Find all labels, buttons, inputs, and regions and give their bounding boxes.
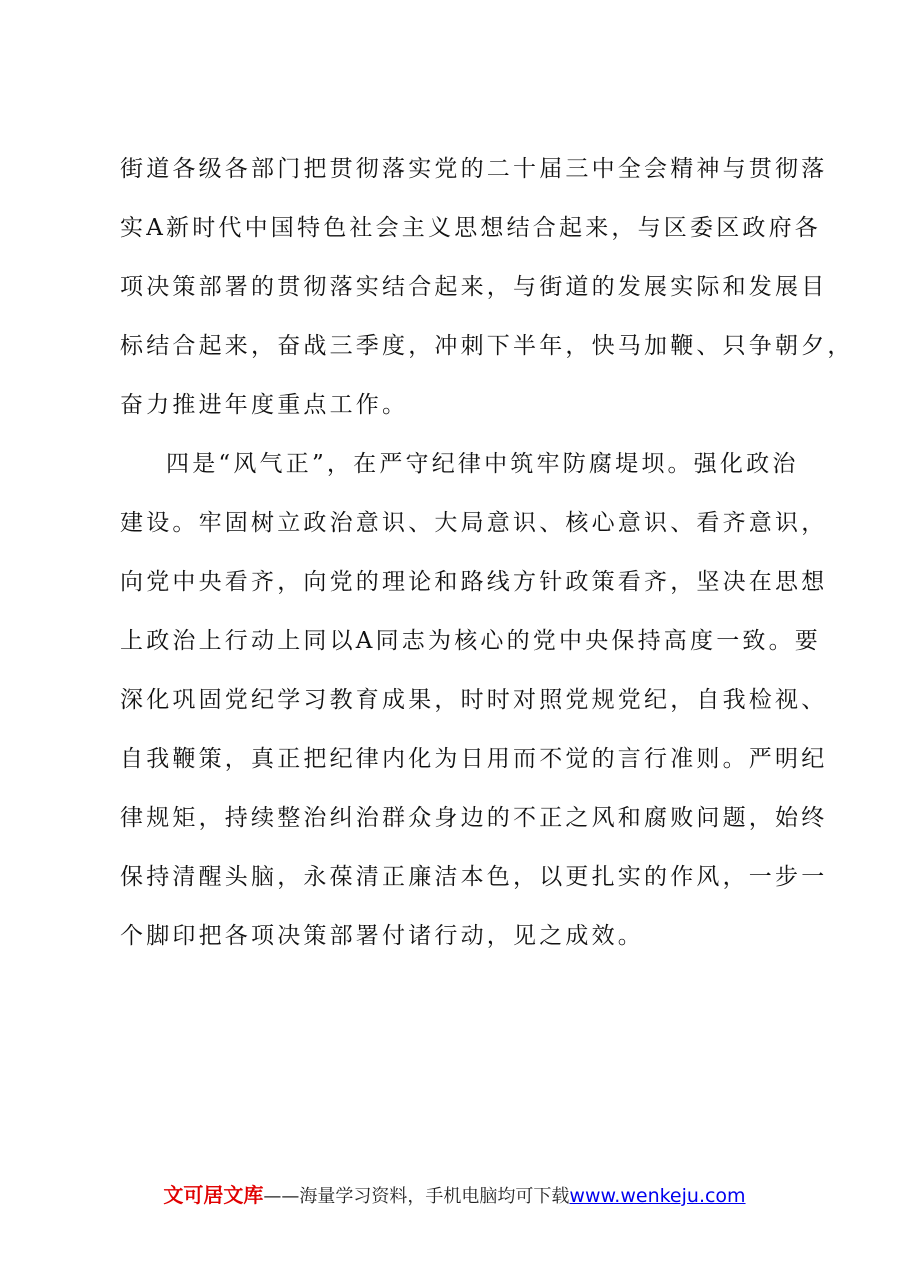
footer-tagline: ——海量学习资料，手机电脑均可下载 [263, 1186, 570, 1207]
paragraph-2-line-5: 深化巩固党纪学习教育成果，时时对照党规党纪，自我检视、 [120, 687, 828, 713]
document-body [120, 140, 854, 966]
paragraph-2-line-1: 四是“风气正”，在严守纪律中筑牢防腐堤坝。强化政治 [166, 451, 799, 477]
paragraph-2-line-6: 自我鞭策，真正把纪律内化为日用而不觉的言行准则。严明纪 [120, 746, 828, 772]
paragraph-2-line-3: 向党中央看齐，向党的理论和路线方针政策看齐，坚决在思想 [120, 569, 828, 595]
paragraph-1-line-4: 标结合起来，奋战三季度，冲刺下半年，快马加鞭、只争朝夕， [120, 333, 854, 359]
paragraph-2-line-8: 保持清醒头脑，永葆清正廉洁本色，以更扎实的作风，一步一 [120, 864, 828, 890]
paragraph-1-line-1: 街道各级各部门把贯彻落实党的二十届三中全会精神与贯彻落 [120, 156, 828, 182]
paragraph-2-line-2: 建设。牢固树立政治意识、大局意识、核心意识、看齐意识， [120, 510, 828, 536]
paragraph-2-line-9: 个脚印把各项决策部署付诸行动，见之成效。 [120, 923, 644, 949]
footer-brand: 文可居文库 [163, 1183, 264, 1207]
footer-website-link[interactable]: www.wenkeju.com [569, 1185, 746, 1207]
paragraph-2-line-4: 上政治上行动上同以A同志为核心的党中央保持高度一致。要 [120, 628, 822, 654]
footer-banner [0, 1180, 909, 1212]
paragraph-2-line-7: 律规矩，持续整治纠治群众身边的不正之风和腐败问题，始终 [120, 805, 828, 831]
paragraph-1-line-3: 项决策部署的贯彻落实结合起来，与街道的发展实际和发展目 [120, 274, 828, 300]
paragraph-1-line-2: 实A新时代中国特色社会主义思想结合起来，与区委区政府各 [120, 215, 822, 241]
paragraph-1-line-5: 奋力推进年度重点工作。 [120, 392, 409, 418]
